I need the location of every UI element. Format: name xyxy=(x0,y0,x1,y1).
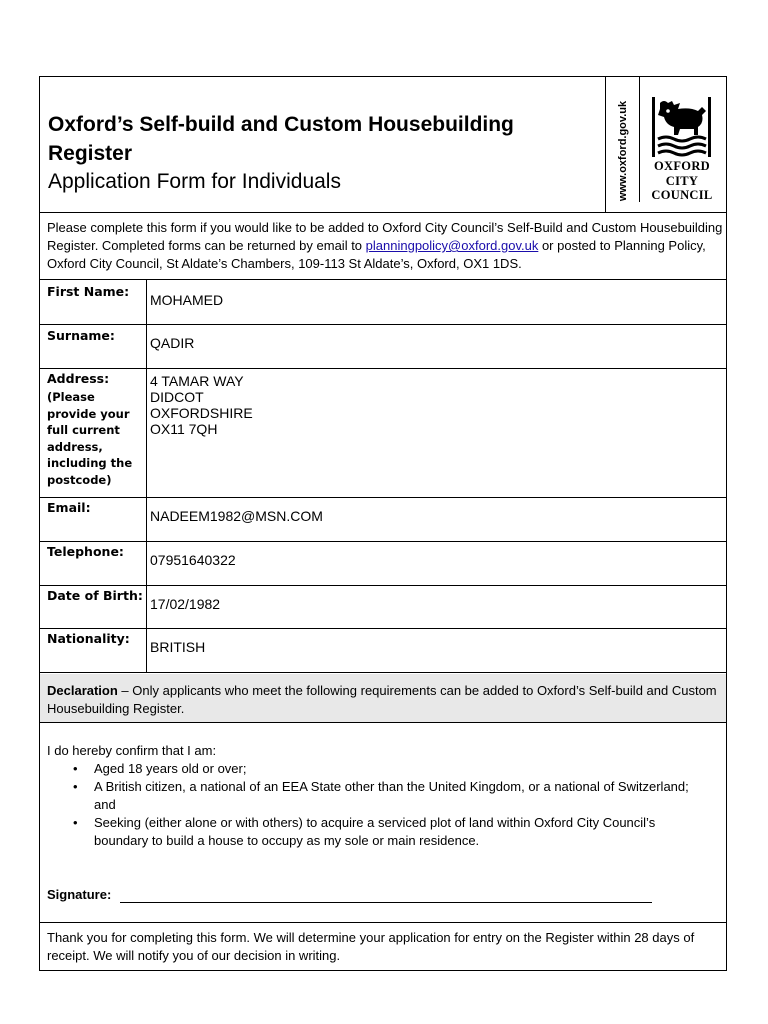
telephone-label: Telephone: xyxy=(47,544,124,559)
signature-label: Signature: xyxy=(47,887,112,902)
nationality-label: Nationality: xyxy=(47,631,130,646)
email-label: Email: xyxy=(47,500,91,515)
surname-label: Surname: xyxy=(47,328,115,343)
telephone-value[interactable]: 07951640322 xyxy=(150,552,236,568)
first-name-label: First Name: xyxy=(47,284,130,299)
thank-you-note: Thank you for completing this form. We will determine your application for entry on the Register within 28 days of receipt. We will notify you of our decision in writing. xyxy=(47,930,695,963)
dob-value[interactable]: 17/02/1982 xyxy=(150,596,221,612)
list-item: • Seeking (either alone or with others) to acquire a serviced plot of land within Oxford City Council’s boundary to build a house to occupy as my sole or main residence. xyxy=(73,815,656,848)
logo-wordmark: OXFORD CITY COUNCIL xyxy=(651,159,713,202)
form-title: Oxford’s Self-build and Custom Housebuilding Register xyxy=(48,113,514,165)
confirm-intro: I do hereby confirm that I am: xyxy=(47,743,217,758)
signature-line[interactable] xyxy=(120,902,652,903)
address-label: Address: xyxy=(47,371,110,386)
council-logo xyxy=(605,77,718,212)
dob-label: Date of Birth: xyxy=(47,588,143,603)
address-value[interactable]: 4 TAMAR WAY DIDCOT OXFORDSHIRE OX11 7QH xyxy=(150,373,253,437)
address-note: (Please provide your full current address, including the postcode) xyxy=(47,390,133,487)
requirements-list xyxy=(73,760,713,850)
ox-crest-icon xyxy=(650,97,714,159)
intro-instructions: Please complete this form if you would like to be added to Oxford City Council’s Self-Build and Custom Housebuilding Register. Completed forms can be returned by email to planningpolicy@oxford.gov.uk or posted to Planning Policy, Oxford City Council, St Aldate’s Chambers, 109-113 St Aldate’s, Oxford, OX1 1DS. xyxy=(47,220,723,271)
email-value[interactable]: NADEEM1982@MSN.COM xyxy=(150,508,323,524)
surname-value[interactable]: QADIR xyxy=(150,335,195,351)
declaration-text: Declaration – Only applicants who meet the following requirements can be added to Oxford’s Self-build and Custom Housebuilding Register. xyxy=(47,683,717,716)
list-item: • Aged 18 years old or over; xyxy=(73,761,247,776)
application-form xyxy=(39,76,727,971)
list-item: • A British citizen, a national of an EEA State other than the United Kingdom, or a national of Switzerland; and xyxy=(73,779,689,812)
first-name-value[interactable]: MOHAMED xyxy=(150,292,224,308)
planning-email-link[interactable]: planningpolicy@oxford.gov.uk xyxy=(365,238,539,253)
logo-website: www.oxford.gov.uk xyxy=(617,100,629,202)
form-subtitle: Application Form for Individuals xyxy=(48,170,341,193)
nationality-value[interactable]: BRITISH xyxy=(150,639,206,655)
